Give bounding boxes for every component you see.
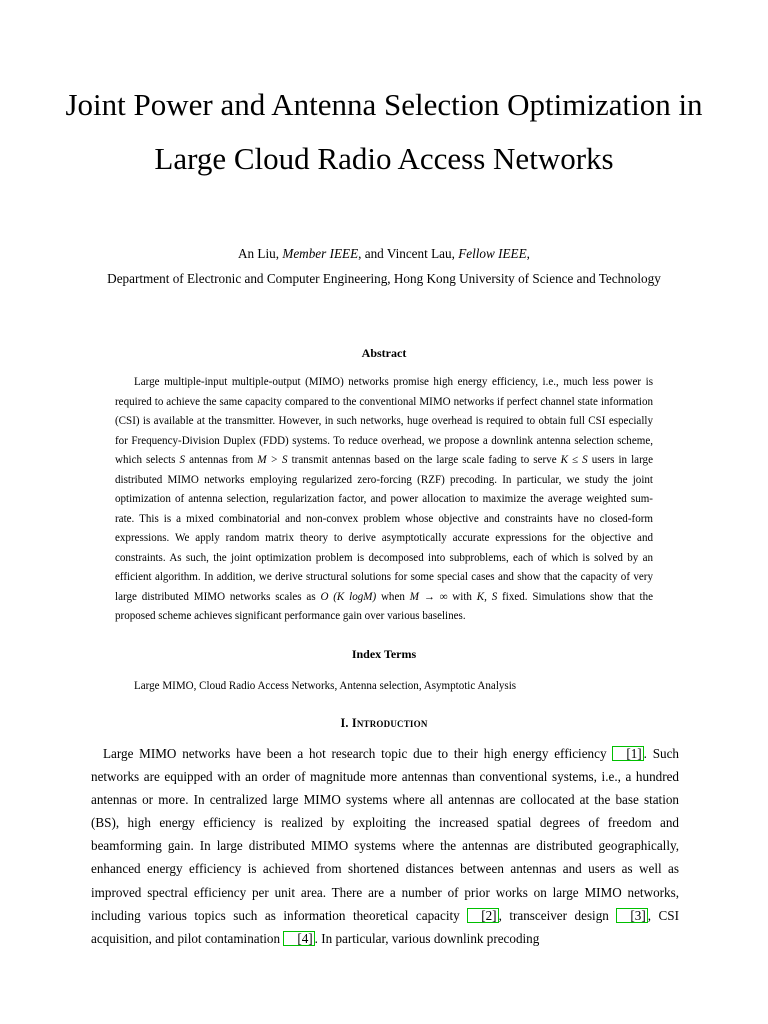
affiliation: Department of Electronic and Computer Engineering, Hong Kong University of Science and Technology	[107, 271, 661, 286]
intro-text: . Such networks are equipped with an order of magnitude more antennas than conventional systems, i.e., a hundred antennas or more. In centralized large MIMO systems where all antennas are collocated at the base station (BS), high energy efficiency is realized by exploiting the increased spatial degrees of freedom and beamforming gain. In large distributed MIMO systems where the antennas are distributed geographically, enhanced energy efficiency is achieved from shortened distances between antennas and users as well as improved spectral efficiency per unit area. There are a number of prior works on large MIMO networks, including various topics such as information theoretical capacity	[91, 746, 679, 923]
introduction-body	[91, 742, 679, 950]
abstract-math: K, S	[476, 590, 498, 603]
abstract-heading: Abstract	[361, 346, 407, 360]
author-line	[60, 244, 708, 264]
citation-link[interactable]: [4]	[283, 931, 314, 946]
abstract-math: O (K logM)	[320, 590, 377, 603]
abstract-text: Large multiple-input multiple-output (MIMO) networks promise high energy efficiency, i.e., much less power is required to achieve the same capacity compared to the conventional MIMO networks if perfect channel state information (CSI) is available at the transmitter. However, in such networks, huge overhead is required to obtain full CSI especially for Frequency-Division Duplex (FDD) systems. To reduce overhead, we propose a downlink antenna selection scheme, which selects	[115, 376, 653, 466]
intro-text: , CSI acquisition, and pilot contamination	[91, 907, 679, 946]
abstract-text: antennas from	[185, 454, 258, 466]
abstract-text: transmit antennas based on the large scale fading to serve	[287, 454, 561, 466]
abstract-text: with	[447, 590, 477, 603]
abstract-math: K ≤ S	[560, 454, 588, 466]
author-end: ,	[526, 246, 530, 261]
author-1: An Liu,	[238, 246, 280, 261]
citation-link[interactable]: [3]	[616, 908, 647, 923]
abstract-math: M > S	[257, 454, 288, 466]
paper-title: Joint Power and Antenna Selection Optimization in Large Cloud Radio Access Networks	[65, 87, 703, 176]
abstract-body	[115, 373, 653, 627]
index-terms-text: Large MIMO, Cloud Radio Access Networks, Antenna selection, Asymptotic Analysis	[134, 680, 517, 692]
citation-link[interactable]: [2]	[467, 908, 498, 923]
abstract-math: M → ∞	[409, 590, 448, 603]
section-heading-introduction: I. Introduction	[340, 716, 428, 730]
intro-text: , transceiver design	[498, 907, 617, 923]
abstract-math: S	[179, 454, 186, 466]
abstract-text: users in large distributed MIMO networks employing regularized zero-forcing (RZF) precoding. In particular, we study the joint optimization of antenna selection, regularization factor, and power allocation to maximize the average weighted sum-rate. This is a mixed combinatorial and non-convex problem whose objective and constraints have no closed-form expressions. We apply random matrix theory to derive asymptotically accurate expressions for the objective and constraints. As such, the joint optimization problem is decomposed into subproblems, each of which is solved by an efficient algorithm. In addition, we derive structural solutions for some special cases and show that the capacity of very large distributed MIMO networks scales as	[115, 454, 653, 603]
abstract-text: fixed. Simulations show that the proposed scheme achieves significant performance gain over various baselines.	[115, 590, 654, 622]
author-2-role: Fellow IEEE	[458, 246, 527, 261]
index-terms-heading: Index Terms	[351, 647, 417, 661]
intro-text: Large MIMO networks have been a hot research topic due to their high energy efficiency	[103, 746, 613, 761]
author-connector: , and Vincent Lau,	[358, 246, 455, 261]
citation-link[interactable]: [1]	[612, 746, 643, 761]
abstract-text: when	[376, 590, 410, 603]
author-1-role: Member IEEE	[282, 246, 359, 261]
intro-text: . In particular, various downlink precoding	[314, 930, 540, 946]
